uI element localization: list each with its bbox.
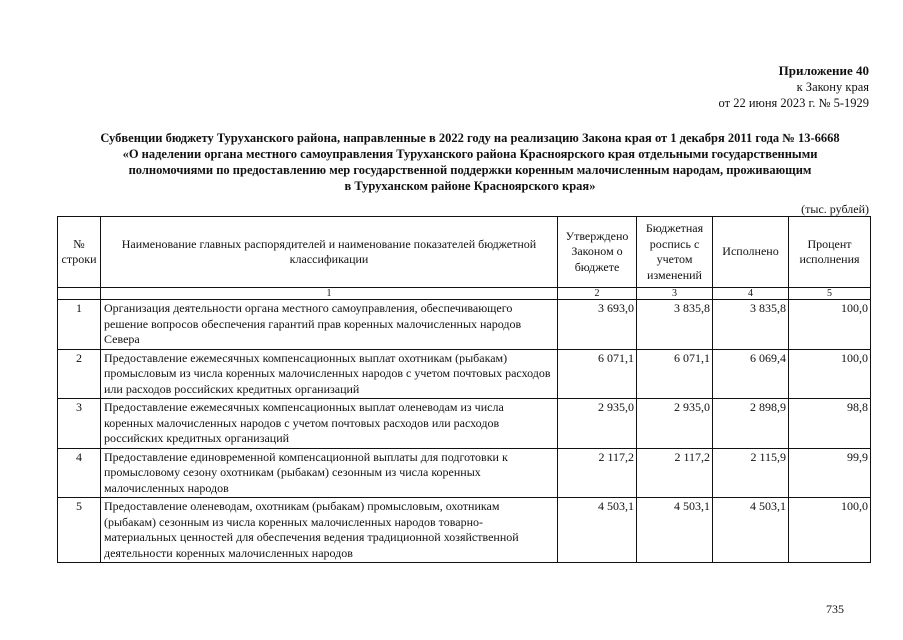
row-approved: 6 071,1 xyxy=(558,349,637,399)
row-executed: 2 898,9 xyxy=(713,399,789,449)
row-percent: 99,9 xyxy=(789,448,871,498)
column-number: 1 xyxy=(101,288,558,300)
table-row xyxy=(58,448,871,498)
row-name: Предоставление ежемесячных компенсационных выплат оленеводам из числа коренных малочисленных народов с учетом почтовых расходов или расходов российских кредитных организаций xyxy=(101,399,558,449)
document-title xyxy=(70,130,870,194)
row-executed: 3 835,8 xyxy=(713,300,789,350)
row-num: 3 xyxy=(58,399,101,449)
subsidies-table xyxy=(57,216,871,563)
table-row xyxy=(58,349,871,399)
row-num: 5 xyxy=(58,498,101,563)
row-executed: 2 115,9 xyxy=(713,448,789,498)
appendix-line-3: от 22 июня 2023 г. № 5-1929 xyxy=(718,96,869,110)
row-budget: 2 117,2 xyxy=(637,448,713,498)
header-approved: Утверждено Законом о бюджете xyxy=(558,217,637,288)
table-row xyxy=(58,300,871,350)
title-line-2: «О наделении органа местного самоуправления Туруханского района Красноярского края отдельными государственными xyxy=(122,147,818,161)
header-percent: Процент исполнения xyxy=(789,217,871,288)
row-percent: 100,0 xyxy=(789,498,871,563)
row-name: Предоставление единовременной компенсационной выплаты для подготовки к промысловому сезону охотникам (рыбакам) сезонным из числа коренных малочисленных народов xyxy=(101,448,558,498)
row-num: 1 xyxy=(58,300,101,350)
row-budget: 3 835,8 xyxy=(637,300,713,350)
row-executed: 6 069,4 xyxy=(713,349,789,399)
row-executed: 4 503,1 xyxy=(713,498,789,563)
row-approved: 2 935,0 xyxy=(558,399,637,449)
row-name: Предоставление оленеводам, охотникам (рыбакам) промысловым, охотникам (рыбакам) сезонным из числа коренных малочисленных народов товарно-материальных ценностей для обеспечения ведения традиционной хозяйственной деятельности коренных малочисленных народов xyxy=(101,498,558,563)
row-budget: 2 935,0 xyxy=(637,399,713,449)
row-name: Предоставление ежемесячных компенсационных выплат охотникам (рыбакам) промысловым из числа коренных малочисленных народов с учетом почтовых расходов или расходов российских кредитных организаций xyxy=(101,349,558,399)
header-budget: Бюджетная роспись с учетом изменений xyxy=(637,217,713,288)
column-number: 3 xyxy=(637,288,713,300)
title-line-3: полномочиями по предоставлению мер государственной поддержки коренным малочисленным народам, проживающим xyxy=(128,163,812,177)
column-number-row xyxy=(58,288,871,300)
page-number: 735 xyxy=(826,602,844,616)
appendix-block xyxy=(719,63,869,111)
header-name: Наименование главных распорядителей и наименование показателей бюджетной классификации xyxy=(101,217,558,288)
title-line-4: в Туруханском районе Красноярского края» xyxy=(344,179,596,193)
column-number-blank xyxy=(58,288,101,300)
row-approved: 2 117,2 xyxy=(558,448,637,498)
row-approved: 4 503,1 xyxy=(558,498,637,563)
column-number: 2 xyxy=(558,288,637,300)
header-num: № строки xyxy=(58,217,101,288)
appendix-title: Приложение 40 xyxy=(778,63,869,78)
row-percent: 100,0 xyxy=(789,300,871,350)
row-num: 2 xyxy=(58,349,101,399)
column-number: 5 xyxy=(789,288,871,300)
title-line-1: Субвенции бюджету Туруханского района, направленные в 2022 году на реализацию Закона края от 1 декабря 2011 года № 13-6668 xyxy=(100,131,840,145)
row-percent: 98,8 xyxy=(789,399,871,449)
table-row xyxy=(58,399,871,449)
row-budget: 6 071,1 xyxy=(637,349,713,399)
row-num: 4 xyxy=(58,448,101,498)
units-label: (тыс. рублей) xyxy=(801,202,869,216)
table-row xyxy=(58,498,871,563)
header-executed: Исполнено xyxy=(713,217,789,288)
table-header-row xyxy=(58,217,871,288)
row-name: Организация деятельности органа местного самоуправления, обеспечивающего решение вопросов обеспечения гарантий прав коренных малочисленных народов Севера xyxy=(101,300,558,350)
row-approved: 3 693,0 xyxy=(558,300,637,350)
appendix-line-2: к Закону края xyxy=(796,80,869,94)
row-percent: 100,0 xyxy=(789,349,871,399)
column-number: 4 xyxy=(713,288,789,300)
row-budget: 4 503,1 xyxy=(637,498,713,563)
